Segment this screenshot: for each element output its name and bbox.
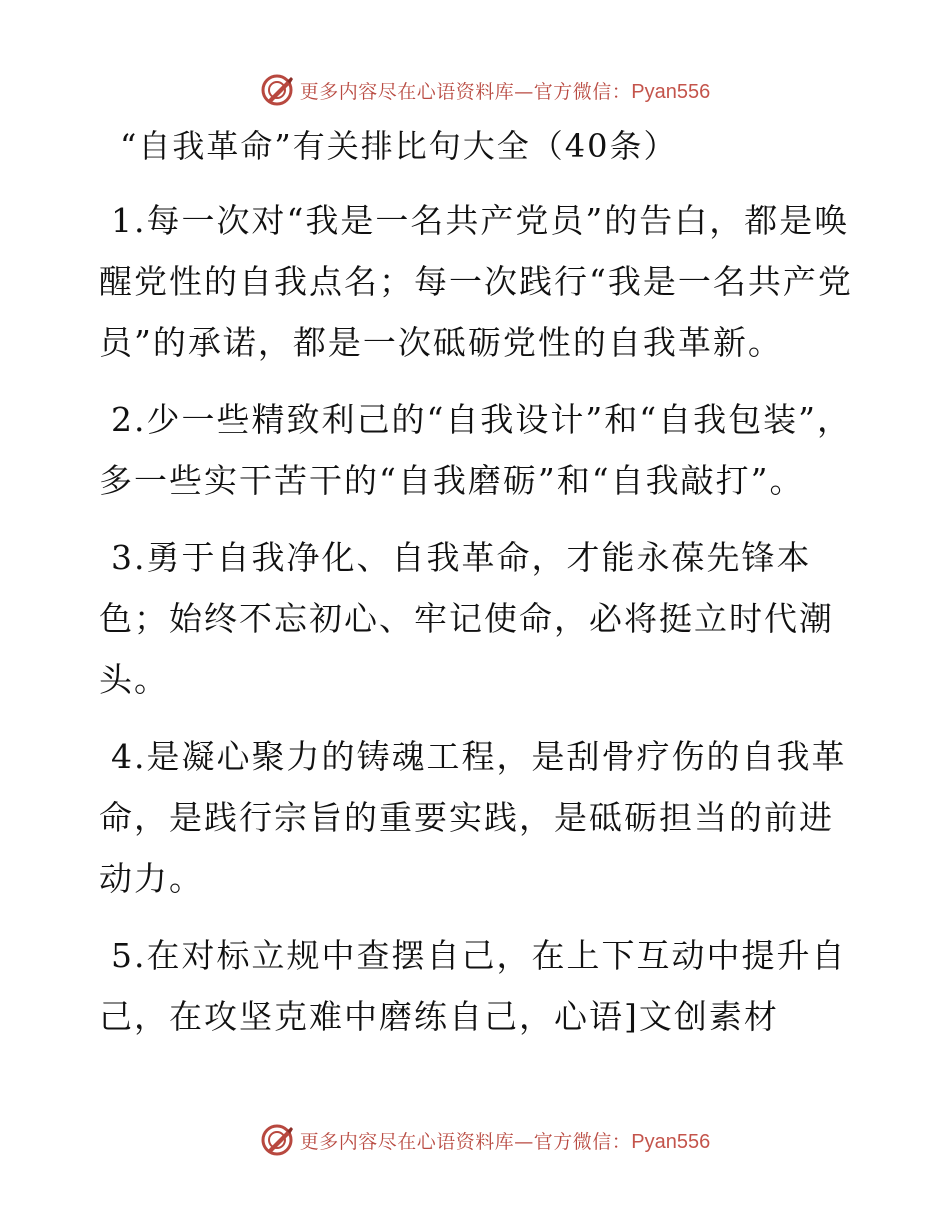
pen-logo-icon xyxy=(260,1123,294,1157)
pen-logo-icon xyxy=(260,73,294,107)
footer-watermark-banner xyxy=(0,1120,950,1160)
footer-watermark-text xyxy=(300,1127,710,1154)
list-item-3: 3.勇于自我净化、自我革命，才能永葆先锋本色；始终不忘初心、牢记使命，必将挺立时代潮头。 xyxy=(99,538,834,699)
header-watermark-label: 更多内容尽在心语资料库—官方微信： xyxy=(299,80,632,103)
document-title: “自我革命”有关排比句大全（40条） xyxy=(120,127,678,165)
footer-wechat-id: Pyan556 xyxy=(631,1130,711,1153)
header-watermark-inner xyxy=(260,73,710,107)
list-item-5: 5.在对标立规中查摆自己，在上下互动中提升自己，在攻坚克难中磨练自己，心语]文创素材 xyxy=(99,936,847,1036)
header-wechat-id: Pyan556 xyxy=(631,80,711,103)
list-item-2: 2.少一些精致利己的“自我设计”和“自我包装”，多一些实干苦干的“自我磨砺”和“自我敲打”。 xyxy=(99,400,852,500)
footer-watermark-label: 更多内容尽在心语资料库—官方微信： xyxy=(299,1130,632,1153)
document-body xyxy=(99,190,853,1063)
header-watermark-text xyxy=(300,77,710,104)
footer-watermark-inner xyxy=(260,1123,710,1157)
list-item-4: 4.是凝心聚力的铸魂工程，是刮骨疗伤的自我革命，是践行宗旨的重要实践，是砥砺担当的前进动力。 xyxy=(99,737,847,898)
header-watermark-banner xyxy=(0,70,950,110)
list-item-1: 1.每一次对“我是一名共产党员”的告白，都是唤醒党性的自我点名；每一次践行“我是一名共产党员”的承诺，都是一次砥砺党性的自我革新。 xyxy=(99,201,853,362)
